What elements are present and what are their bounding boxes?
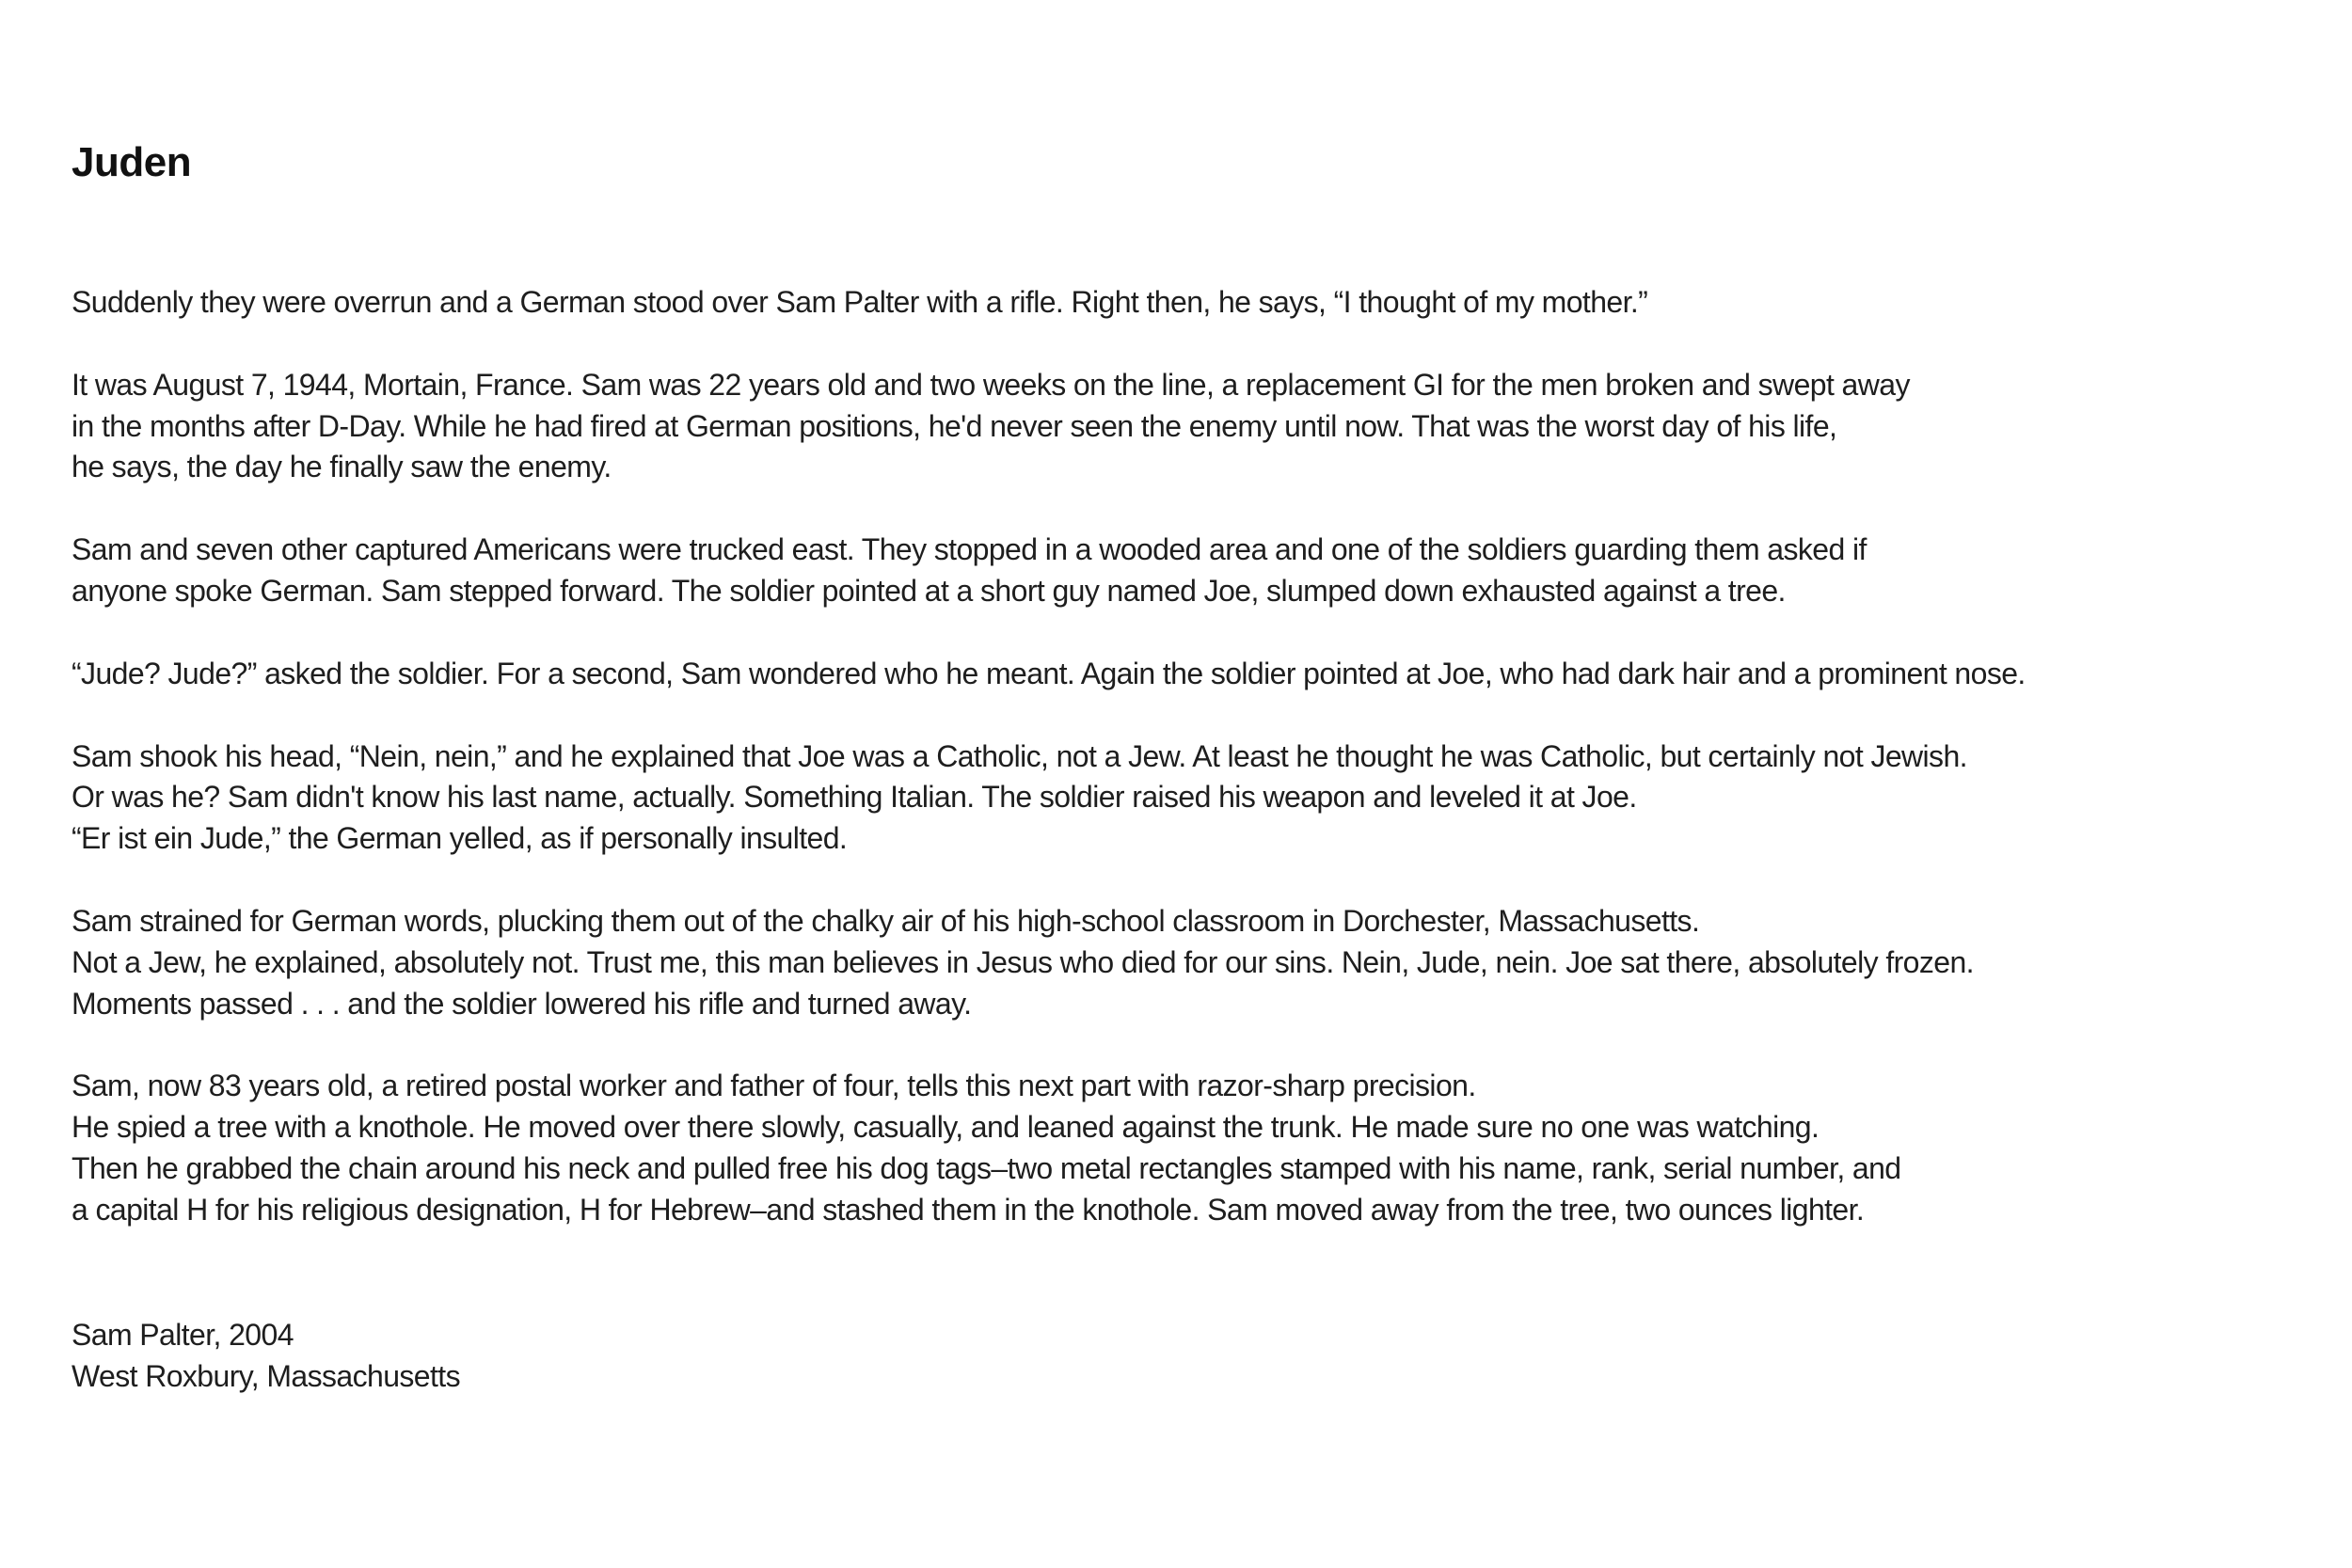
paragraph-1 (72, 282, 2311, 324)
paragraph-line: anyone spoke German. Sam stepped forward. The soldier pointed at a short guy named Joe, slumped down exhausted against a tree. (72, 573, 1786, 608)
paragraph-line: a capital H for his religious designation, H for Hebrew–and stashed them in the knothole. Sam moved away from the tree, two ounces lighter. (72, 1192, 1865, 1227)
paragraph-line: Moments passed . . . and the soldier lowered his rifle and turned away. (72, 986, 972, 1021)
paragraph-line: “Er ist ein Jude,” the German yelled, as if personally insulted. (72, 821, 848, 856)
paragraph-line: Suddenly they were overrun and a German stood over Sam Palter with a rifle. Right then, he says, “I thought of my mother.” (72, 285, 1648, 319)
paragraph-6 (72, 901, 2311, 1024)
attribution (72, 1315, 460, 1398)
paragraph-line: “Jude? Jude?” asked the soldier. For a second, Sam wondered who he meant. Again the soldier pointed at Joe, who had dark hair and a prominent nose. (72, 656, 2026, 690)
paragraph-line: Sam, now 83 years old, a retired postal worker and father of four, tells this next part with razor-sharp precision. (72, 1069, 1476, 1103)
document-title: Juden (72, 139, 192, 185)
paragraph-line: Or was he? Sam didn't know his last name, actually. Something Italian. The soldier raised his weapon and leveled it at Joe. (72, 780, 1637, 815)
paragraph-line: in the months after D-Day. While he had fired at German positions, he'd never seen the enemy until now. That was the worst day of his life, (72, 408, 1837, 443)
attribution-location: West Roxbury, Massachusetts (72, 1358, 460, 1393)
paragraph-line: Sam strained for German words, plucking them out of the chalky air of his high-school classroom in Dorchester, Massachusetts. (72, 903, 1700, 938)
paragraph-2 (72, 365, 2311, 488)
paragraph-line: Then he grabbed the chain around his neck and pulled free his dog tags–two metal rectangles stamped with his name, rank, serial number, and (72, 1150, 1901, 1185)
paragraph-line: Sam and seven other captured Americans were trucked east. They stopped in a wooded area and one of the soldiers guarding them asked if (72, 532, 1867, 567)
story-body (72, 282, 2311, 1273)
paragraph-5 (72, 736, 2311, 860)
paragraph-line: He spied a tree with a knothole. He moved over there slowly, casually, and leaned against the trunk. He made sure no one was watching. (72, 1110, 1820, 1145)
paragraph-line: Sam shook his head, “Nein, nein,” and he explained that Joe was a Catholic, not a Jew. At least he thought he was Catholic, but certainly not Jewish. (72, 738, 1967, 773)
paragraph-line: It was August 7, 1944, Mortain, France. Sam was 22 years old and two weeks on the line, a replacement GI for the men broken and swept away (72, 367, 1910, 402)
paragraph-4 (72, 654, 2311, 695)
attribution-name-date: Sam Palter, 2004 (72, 1318, 294, 1352)
paragraph-line: Not a Jew, he explained, absolutely not. Trust me, this man believes in Jesus who died for our sins. Nein, Jude, nein. Joe sat there, absolutely frozen. (72, 944, 1974, 979)
paragraph-3 (72, 530, 2311, 612)
paragraph-line: he says, the day he finally saw the enemy. (72, 450, 612, 484)
paragraph-7 (72, 1066, 2311, 1230)
